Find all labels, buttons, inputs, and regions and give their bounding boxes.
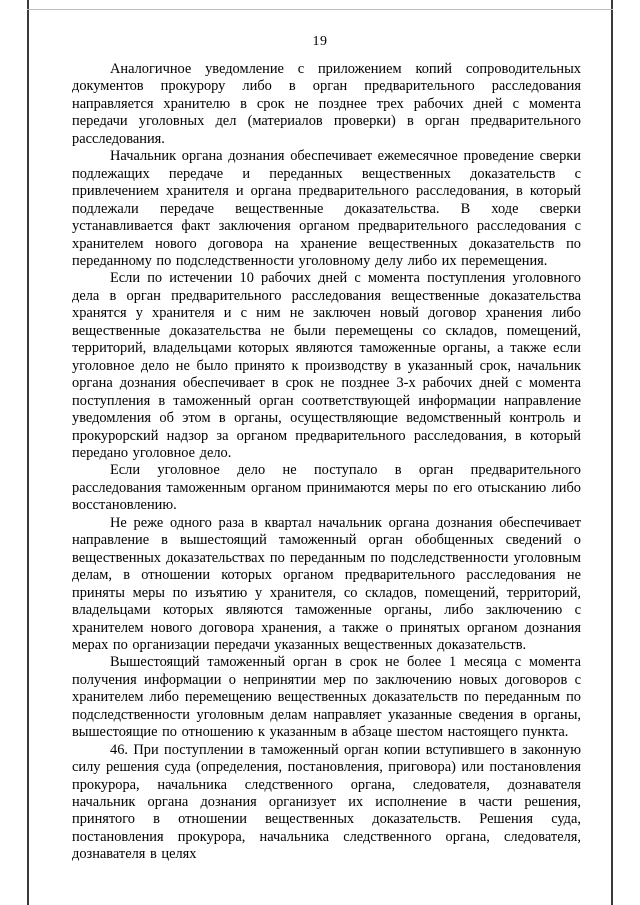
paragraph: Если по истечении 10 рабочих дней с момента поступления уголовного дела в орган предварительного расследования вещественные доказательства хранятся у хранителя и с ним не заключен новый договор хранения либо вещественные доказательства не были перемещены со складов, помещений, территорий, владельцами которых являются таможенные органы, а также если уголовное дело не было принято к производству в указанный срок, начальник органа дознания обеспечивает в срок не позднее 3-х рабочих дней с момента поступления в таможенный орган соответствующей информации направление уведомления об этом в органы, осуществляющие ведомственный контроль и прокурорский надзор за органом предварительного расследования, в который передано уголовное дело. — [72, 270, 581, 461]
paragraph: Если уголовное дело не поступало в орган предварительного расследования таможенным органом принимаются меры по его отысканию либо восстановлению. — [72, 462, 581, 514]
scan-border-top — [27, 9, 613, 10]
scan-border-right — [611, 0, 613, 905]
paragraph: Вышестоящий таможенный орган в срок не более 1 месяца с момента получения информации о непринятии мер по заключению новых договоров с хранителем либо перемещению вещественных доказательств по переданным по подследственности уголовным делам направляет указанные сведения в органы, вышестоящие по отношению к указанным в абзаце шестом настоящего пункта. — [72, 654, 581, 741]
paragraph: Не реже одного раза в квартал начальник органа дознания обеспечивает направление в вышестоящий таможенный орган обобщенных сведений о вещественных доказательствах по переданным по подследственности уголовным делам, в отношении которых органом предварительного расследования не приняты меры по изъятию у хранителя, со складов, помещений, территорий, владельцами которых являются таможенные органы, либо заключению с хранителем нового договора хранения, а также о принятых органом дознания мерах по организации передачи указанных вещественных доказательств. — [72, 514, 581, 653]
paragraph: 46. При поступлении в таможенный орган копии вступившего в законную силу решения суда (определения, постановления, приговора) или постановления прокурора, начальника следственного органа, следователя, дознавателя начальник органа дознания организует их исполнение в части решения, принятого в отношении вещественных доказательств. Решения суда, постановления прокурора, начальника следственного органа, следователя, дознавателя в целях — [72, 741, 581, 863]
paragraph: Начальник органа дознания обеспечивает ежемесячное проведение сверки подлежащих передаче и переданных вещественных доказательств с привлечением хранителя и органа предварительного расследования, в который подлежали передаче вещественные доказательства. В ходе сверки устанавливается факт заключения органом предварительного расследования с хранителем нового договора на хранение вещественных доказательств по переданному по подследственности уголовному делу либо их перемещения. — [72, 148, 581, 269]
scan-border-left — [27, 0, 29, 905]
page-number: 19 — [312, 34, 328, 49]
paragraph: Аналогичное уведомление с приложением копий сопроводительных документов прокурору либо в орган предварительного расследования направляется хранителю в срок не позднее трех рабочих дней с момента передачи уголовных дел (материалов проверки) в орган предварительного расследования. — [72, 61, 581, 147]
text-block — [72, 61, 581, 864]
